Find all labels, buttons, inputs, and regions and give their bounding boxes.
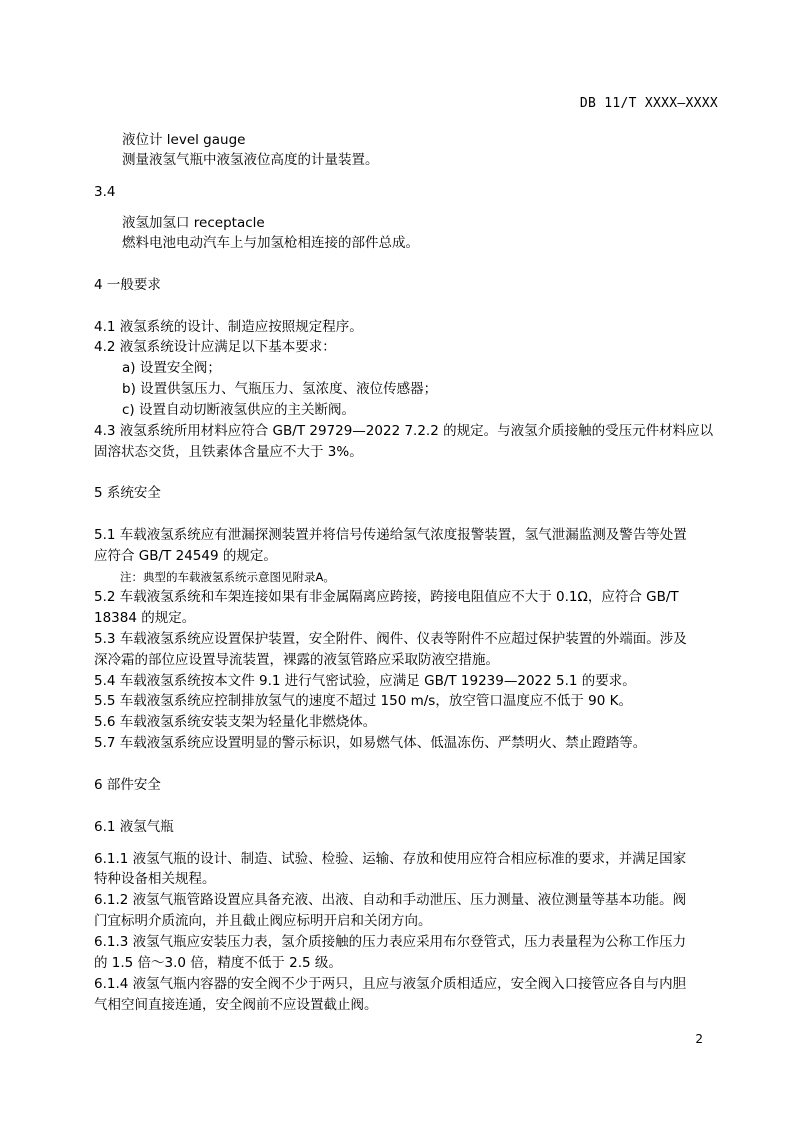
clause-text: 特种设备相关规程。 (94, 871, 216, 887)
clause-text: 6.1.3 液氢气瓶应安装压力表，氢介质接触的压力表应采用布尔登管式，压力表量程为公称工作压力 (94, 934, 687, 950)
clause-text: 固溶状态交货，且铁素体含量应不大于 3%。 (94, 444, 363, 460)
list-item: b) 设置供氢压力、气瓶压力、氢浓度、液位传感器； (122, 381, 438, 397)
clause-text: 气相空间直接连通，安全阀前不应设置截止阀。 (94, 997, 378, 1013)
note-text: 注：典型的车载液氢系统示意图见附录A。 (120, 570, 335, 584)
list-item: c) 设置自动切断液氢供应的主关断阀。 (122, 402, 355, 418)
clause-text: 6.1.2 液氢气瓶管路设置应具备充液、出液、自动和手动泄压、压力测量、液位测量等基本功能。阀 (94, 892, 687, 908)
clause-text: 应符合 GB/T 24549 的规定。 (94, 548, 277, 564)
term-title: 液氢加氢口 receptacle (122, 215, 265, 231)
clause-text: 6.1.4 液氢气瓶内容器的安全阀不少于两只，且应与液氢介质相适应，安全阀入口接管应各自与内胆 (94, 976, 687, 992)
clause-text: 6.1.1 液氢气瓶的设计、制造、试验、检验、运输、存放和使用应符合相应标准的要求，并满足国家 (94, 851, 687, 867)
term-title: 液位计 level gauge (122, 132, 246, 148)
clause-number: 3.4 (94, 184, 116, 200)
clause-text: 5.1 车载液氢系统应有泄漏探测装置并将信号传递给氢气浓度报警装置，氢气泄漏监测及警告等处置 (94, 527, 687, 543)
clause-text: 4.1 液氢系统的设计、制造应按照规定程序。 (94, 319, 363, 335)
section-heading: 6 部件安全 (94, 777, 161, 793)
clause-text: 门宜标明介质流向，并且截止阀应标明开启和关闭方向。 (94, 913, 432, 929)
clause-text: 4.3 液氢系统所用材料应符合 GB/T 29729—2022 7.2.2 的规定。与液氢介质接触的受压元件材料应以 (94, 423, 714, 439)
clause-text: 5.4 车载液氢系统按本文件 9.1 进行气密试验，应满足 GB/T 19239—2022 5.1 的要求。 (94, 673, 636, 689)
term-definition: 测量液氢气瓶中液氢液位高度的计量装置。 (122, 152, 379, 168)
section-heading: 4 一般要求 (94, 277, 161, 293)
term-definition: 燃料电池电动汽车上与加氢枪相连接的部件总成。 (122, 235, 419, 251)
clause-text: 5.2 车载液氢系统和车架连接如果有非金属隔离应跨接，跨接电阻值应不大于 0.1Ω，应符合 GB/T (94, 589, 679, 605)
document-code: DB 11/T XXXX—XXXX (579, 96, 718, 111)
page-number: 2 (695, 1032, 703, 1046)
clause-text: 5.7 车载液氢系统应设置明显的警示标识，如易燃气体、低温冻伤、严禁明火、禁止蹬踏等。 (94, 735, 647, 751)
clause-text: 深冷霜的部位应设置导流装置，裸露的液氢管路应采取防液空措施。 (94, 652, 499, 668)
list-item: a) 设置安全阀； (122, 360, 221, 376)
clause-text: 的 1.5 倍～3.0 倍，精度不低于 2.5 级。 (94, 955, 342, 971)
clause-text: 5.5 车载液氢系统应控制排放氢气的速度不超过 150 m/s，放空管口温度应不低于 90 K。 (94, 693, 632, 709)
subsection-heading: 6.1 液氢气瓶 (94, 819, 174, 835)
clause-text: 4.2 液氢系统设计应满足以下基本要求： (94, 339, 336, 355)
clause-text: 18384 的规定。 (94, 610, 196, 626)
clause-text: 5.3 车载液氢系统应设置保护装置，安全附件、阀件、仪表等附件不应超过保护装置的外端面。涉及 (94, 631, 687, 647)
clause-text: 5.6 车载液氢系统安装支架为轻量化非燃烧体。 (94, 714, 377, 730)
section-heading: 5 系统安全 (94, 485, 161, 501)
